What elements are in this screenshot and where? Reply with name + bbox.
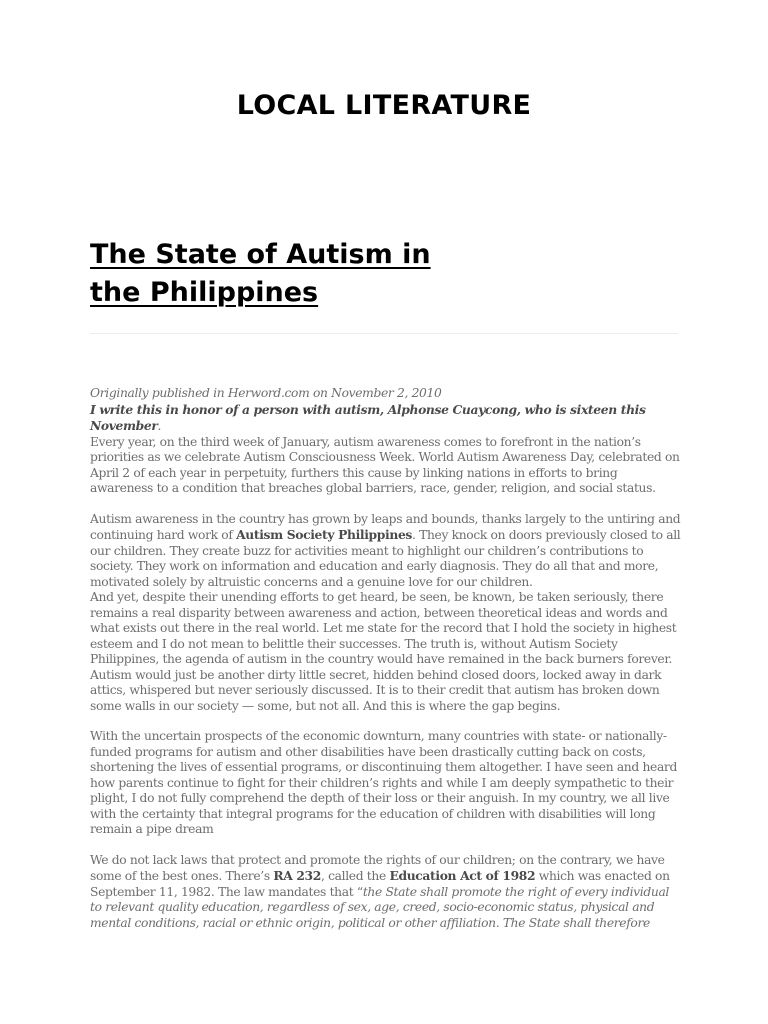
paragraph-5 [90,853,682,932]
paragraph-5-start: We do not lack laws that protect and promote the rights of our children; on the contrary, we have some of the best ones. There’s [90,852,665,883]
organization-name: Autism Society Philippines [236,527,412,542]
byline: Originally published in Herword.com on November 2, 2010 [90,386,442,400]
paragraph-1: Every year, on the third week of January, autism awareness comes to forefront in the nation’s priorities as we celebrate Autism Consciousness Week. World Autism Awareness Day, celebrated on April 2 of each year in perpetuity, furthers this cause by linking nations in efforts to bring awareness to a condition that breaches global barriers, race, gender, religion, and social status. [90,434,680,495]
article-heading [90,236,510,312]
article-body [90,386,682,931]
heading-divider [90,333,678,334]
document-title: LOCAL LITERATURE [236,90,532,121]
article-heading-line-2: the Philippines [90,277,319,308]
paragraph-3: And yet, despite their unending efforts to get heard, be seen, be known, be taken seriously, there remains a real disparity between awareness and action, between theoretical ideas and words and what exists out there in the real world. Let me state for the record that I hold the society in highest esteem and I do not mean to belittle their successes. The truth is, without Autism Society Philippines, the agenda of autism in the country would have remained in the back burners forever. Autism would just be another dirty little secret, hidden behind closed doors, locked away in dark attics, whispered but never seriously discussed. It is to their credit that autism has broken down some walls in our society — some, but not all. And this is where the gap begins. [90,590,677,713]
dedication-text: I write this in honor of a person with autism, Alphonse Cuaycong, who is sixteen this November [90,401,646,433]
paragraph-2-start: Autism awareness in the country has grown by leaps and bounds, thanks largely to the untiring and continuing hard work of [90,511,681,542]
law-quote: the State shall promote the right of every individual to relevant quality education, regardless of sex, age, creed, socio-economic status, physical and mental conditions, racial or ethnic origin, political or other affiliation. The State shall therefore [90,884,670,930]
act-name: Education Act of 1982 [389,868,536,883]
paragraph-2 [90,512,682,591]
paragraph-5-mid: , called the [320,869,390,883]
law-number: RA 232 [273,868,321,883]
dedication [90,402,682,435]
paragraph-2-end: . They knock on doors previously closed to all our children. They create buzz for activities meant to highlight our children’s contributions to society. They work on information and education and early diagnosis. They do all that and more, motivated solely by altruistic concerns and a genuine love for our children. [90,528,681,589]
paragraph-5-mid-2: which was enacted on September 11, 1982. The law mandates that “ [90,869,670,899]
paragraph-4: With the uncertain prospects of the economic downturn, many countries with state- or nationally-funded programs for autism and other disabilities have been drastically cutting back on costs, shortening the lives of essential programs, or discontinuing them altogether. I have seen and heard how parents continue to fight for their children’s rights and while I am deeply sympathetic to their plight, I do not fully comprehend the depth of their loss or their anguish. In my country, we all live with the certainty that integral programs for the education of children with disabilities will long remain a pipe dream [90,729,677,836]
dedication-end: . [157,419,162,433]
article-heading-line-1: The State of Autism in [90,239,431,270]
